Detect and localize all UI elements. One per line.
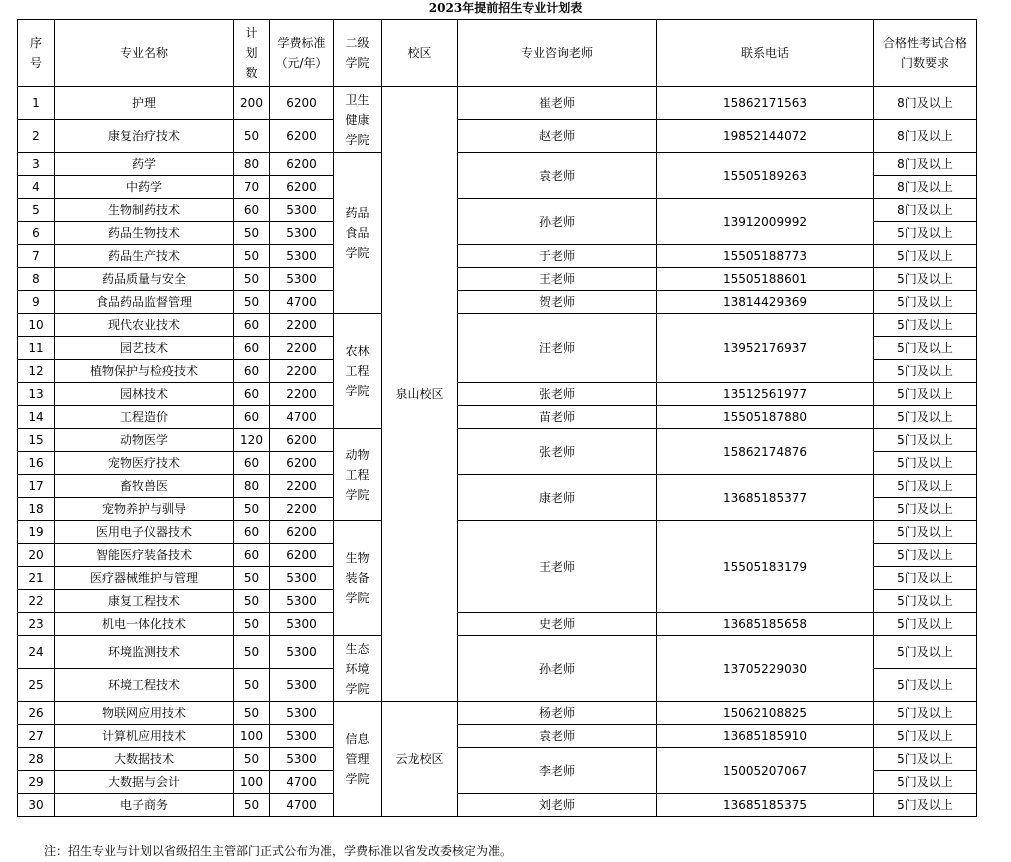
table-row — [18, 794, 977, 817]
row-major: 环境监测技术 — [55, 636, 234, 669]
row-plan: 70 — [234, 176, 270, 199]
row-major: 现代农业技术 — [55, 314, 234, 337]
college-cell: 信息管理学院 — [334, 702, 382, 817]
requirement-cell: 8门及以上 — [874, 153, 977, 176]
row-plan: 60 — [234, 521, 270, 544]
row-plan: 200 — [234, 87, 270, 120]
row-seq: 21 — [18, 567, 55, 590]
requirement-cell: 5门及以上 — [874, 590, 977, 613]
row-plan: 50 — [234, 291, 270, 314]
row-seq: 1 — [18, 87, 55, 120]
requirement-cell: 5门及以上 — [874, 725, 977, 748]
row-plan: 50 — [234, 748, 270, 771]
table-row — [18, 748, 977, 771]
row-major: 工程造价 — [55, 406, 234, 429]
teacher-cell: 史老师 — [458, 613, 657, 636]
row-fee: 6200 — [270, 544, 334, 567]
phone-cell: 15862174876 — [657, 429, 874, 475]
row-fee: 2200 — [270, 314, 334, 337]
phone-cell: 13685185658 — [657, 613, 874, 636]
college-cell: 卫生健康学院 — [334, 87, 382, 153]
row-plan: 50 — [234, 590, 270, 613]
requirement-cell: 5门及以上 — [874, 702, 977, 725]
teacher-cell: 张老师 — [458, 429, 657, 475]
row-seq: 6 — [18, 222, 55, 245]
college-cell: 动物工程学院 — [334, 429, 382, 521]
row-plan: 50 — [234, 222, 270, 245]
row-plan: 50 — [234, 669, 270, 702]
phone-cell: 13685185375 — [657, 794, 874, 817]
row-major: 康复治疗技术 — [55, 120, 234, 153]
row-fee: 5300 — [270, 669, 334, 702]
college-cell: 生态环境学院 — [334, 636, 382, 702]
row-major: 畜牧兽医 — [55, 475, 234, 498]
row-plan: 60 — [234, 452, 270, 475]
teacher-cell: 苗老师 — [458, 406, 657, 429]
phone-cell: 15862171563 — [657, 87, 874, 120]
requirement-cell: 8门及以上 — [874, 199, 977, 222]
row-fee: 5300 — [270, 702, 334, 725]
row-major: 动物医学 — [55, 429, 234, 452]
teacher-cell: 李老师 — [458, 748, 657, 794]
row-seq: 13 — [18, 383, 55, 406]
row-plan: 60 — [234, 314, 270, 337]
row-major: 智能医疗装备技术 — [55, 544, 234, 567]
requirement-cell: 5门及以上 — [874, 794, 977, 817]
row-seq: 23 — [18, 613, 55, 636]
row-major: 园林技术 — [55, 383, 234, 406]
table-row — [18, 429, 977, 452]
row-fee: 2200 — [270, 475, 334, 498]
campus-cell: 泉山校区 — [382, 87, 458, 702]
teacher-cell: 袁老师 — [458, 153, 657, 199]
row-major: 大数据技术 — [55, 748, 234, 771]
row-seq: 24 — [18, 636, 55, 669]
table-row — [18, 725, 977, 748]
row-major: 护理 — [55, 87, 234, 120]
requirement-cell: 5门及以上 — [874, 314, 977, 337]
teacher-cell: 王老师 — [458, 268, 657, 291]
table-row — [18, 475, 977, 498]
row-major: 宠物医疗技术 — [55, 452, 234, 475]
table-row — [18, 153, 977, 176]
phone-cell: 13512561977 — [657, 383, 874, 406]
row-plan: 60 — [234, 337, 270, 360]
table-row — [18, 521, 977, 544]
row-seq: 16 — [18, 452, 55, 475]
phone-cell: 13814429369 — [657, 291, 874, 314]
row-major: 园艺技术 — [55, 337, 234, 360]
requirement-cell: 5门及以上 — [874, 669, 977, 702]
row-fee: 5300 — [270, 199, 334, 222]
teacher-cell: 袁老师 — [458, 725, 657, 748]
row-fee: 5300 — [270, 636, 334, 669]
phone-cell: 15062108825 — [657, 702, 874, 725]
row-plan: 80 — [234, 475, 270, 498]
row-major: 康复工程技术 — [55, 590, 234, 613]
row-fee: 2200 — [270, 498, 334, 521]
row-plan: 50 — [234, 613, 270, 636]
phone-cell: 15505188773 — [657, 245, 874, 268]
header-college: 二级学院 — [334, 20, 382, 87]
requirement-cell: 5门及以上 — [874, 452, 977, 475]
row-fee: 5300 — [270, 268, 334, 291]
row-major: 食品药品监督管理 — [55, 291, 234, 314]
row-plan: 100 — [234, 771, 270, 794]
table-row — [18, 383, 977, 406]
footnote: 注：招生专业与计划以省级招生主管部门正式公布为准，学费标准以省发改委核定为准。 — [44, 844, 513, 858]
teacher-cell: 贺老师 — [458, 291, 657, 314]
requirement-cell: 5门及以上 — [874, 544, 977, 567]
college-cell: 生物装备学院 — [334, 521, 382, 636]
row-seq: 19 — [18, 521, 55, 544]
row-seq: 3 — [18, 153, 55, 176]
row-seq: 28 — [18, 748, 55, 771]
row-major: 机电一体化技术 — [55, 613, 234, 636]
row-fee: 5300 — [270, 222, 334, 245]
table-row — [18, 291, 977, 314]
row-major: 宠物养护与驯导 — [55, 498, 234, 521]
row-fee: 6200 — [270, 521, 334, 544]
row-plan: 50 — [234, 794, 270, 817]
page-title: 2023年提前招生专业计划表 — [428, 1, 583, 15]
requirement-cell: 8门及以上 — [874, 120, 977, 153]
row-seq: 8 — [18, 268, 55, 291]
teacher-cell: 杨老师 — [458, 702, 657, 725]
table-row — [18, 268, 977, 291]
row-seq: 15 — [18, 429, 55, 452]
requirement-cell: 5门及以上 — [874, 771, 977, 794]
row-plan: 120 — [234, 429, 270, 452]
teacher-cell: 孙老师 — [458, 636, 657, 702]
table-row — [18, 245, 977, 268]
row-plan: 50 — [234, 702, 270, 725]
row-plan: 60 — [234, 406, 270, 429]
row-fee: 5300 — [270, 748, 334, 771]
row-major: 药学 — [55, 153, 234, 176]
row-seq: 20 — [18, 544, 55, 567]
header-teacher: 专业咨询老师 — [458, 20, 657, 87]
row-fee: 2200 — [270, 383, 334, 406]
requirement-cell: 5门及以上 — [874, 475, 977, 498]
row-fee: 2200 — [270, 337, 334, 360]
requirement-cell: 8门及以上 — [874, 87, 977, 120]
header-phone: 联系电话 — [657, 20, 874, 87]
requirement-cell: 5门及以上 — [874, 245, 977, 268]
row-fee: 5300 — [270, 590, 334, 613]
row-seq: 7 — [18, 245, 55, 268]
requirement-cell: 8门及以上 — [874, 176, 977, 199]
requirement-cell: 5门及以上 — [874, 291, 977, 314]
row-seq: 10 — [18, 314, 55, 337]
phone-cell: 15505188601 — [657, 268, 874, 291]
table-header — [18, 20, 977, 87]
requirement-cell: 5门及以上 — [874, 222, 977, 245]
row-seq: 26 — [18, 702, 55, 725]
row-seq: 5 — [18, 199, 55, 222]
row-fee: 5300 — [270, 725, 334, 748]
row-major: 药品生物技术 — [55, 222, 234, 245]
campus-cell: 云龙校区 — [382, 702, 458, 817]
row-seq: 9 — [18, 291, 55, 314]
table-row — [18, 87, 977, 120]
row-plan: 60 — [234, 383, 270, 406]
teacher-cell: 王老师 — [458, 521, 657, 613]
requirement-cell: 5门及以上 — [874, 337, 977, 360]
row-major: 环境工程技术 — [55, 669, 234, 702]
requirement-cell: 5门及以上 — [874, 613, 977, 636]
phone-cell: 19852144072 — [657, 120, 874, 153]
requirement-cell: 5门及以上 — [874, 268, 977, 291]
row-fee: 4700 — [270, 794, 334, 817]
header-fee: 学费标准（元/年） — [270, 20, 334, 87]
row-seq: 12 — [18, 360, 55, 383]
row-major: 药品质量与安全 — [55, 268, 234, 291]
row-fee: 4700 — [270, 406, 334, 429]
row-fee: 6200 — [270, 452, 334, 475]
row-plan: 50 — [234, 245, 270, 268]
phone-cell: 15005207067 — [657, 748, 874, 794]
row-fee: 5300 — [270, 613, 334, 636]
table-row — [18, 199, 977, 222]
row-major: 物联网应用技术 — [55, 702, 234, 725]
row-plan: 50 — [234, 268, 270, 291]
row-plan: 100 — [234, 725, 270, 748]
row-plan: 50 — [234, 120, 270, 153]
table-row — [18, 702, 977, 725]
table-row — [18, 406, 977, 429]
phone-cell: 15505183179 — [657, 521, 874, 613]
row-plan: 60 — [234, 199, 270, 222]
header-campus: 校区 — [382, 20, 458, 87]
row-seq: 17 — [18, 475, 55, 498]
phone-cell: 15505187880 — [657, 406, 874, 429]
header-seq: 序号 — [18, 20, 55, 87]
header-plan: 计划数 — [234, 20, 270, 87]
teacher-cell: 于老师 — [458, 245, 657, 268]
requirement-cell: 5门及以上 — [874, 498, 977, 521]
requirement-cell: 5门及以上 — [874, 360, 977, 383]
phone-cell: 13952176937 — [657, 314, 874, 383]
row-major: 医疗器械维护与管理 — [55, 567, 234, 590]
teacher-cell: 崔老师 — [458, 87, 657, 120]
row-plan: 60 — [234, 360, 270, 383]
row-seq: 14 — [18, 406, 55, 429]
row-seq: 29 — [18, 771, 55, 794]
row-seq: 4 — [18, 176, 55, 199]
row-fee: 2200 — [270, 360, 334, 383]
requirement-cell: 5门及以上 — [874, 406, 977, 429]
header-major: 专业名称 — [55, 20, 234, 87]
row-plan: 50 — [234, 636, 270, 669]
row-major: 大数据与会计 — [55, 771, 234, 794]
requirement-cell: 5门及以上 — [874, 748, 977, 771]
row-fee: 6200 — [270, 429, 334, 452]
requirement-cell: 5门及以上 — [874, 383, 977, 406]
table-row — [18, 120, 977, 153]
row-fee: 5300 — [270, 245, 334, 268]
requirement-cell: 5门及以上 — [874, 567, 977, 590]
college-cell: 农林工程学院 — [334, 314, 382, 429]
teacher-cell: 孙老师 — [458, 199, 657, 245]
phone-cell: 13685185377 — [657, 475, 874, 521]
row-fee: 4700 — [270, 771, 334, 794]
row-seq: 22 — [18, 590, 55, 613]
row-plan: 80 — [234, 153, 270, 176]
row-seq: 25 — [18, 669, 55, 702]
phone-cell: 13705229030 — [657, 636, 874, 702]
row-seq: 11 — [18, 337, 55, 360]
requirement-cell: 5门及以上 — [874, 429, 977, 452]
row-fee: 5300 — [270, 567, 334, 590]
row-plan: 50 — [234, 567, 270, 590]
row-plan: 60 — [234, 544, 270, 567]
table-row — [18, 314, 977, 337]
phone-cell: 13912009992 — [657, 199, 874, 245]
row-fee: 4700 — [270, 291, 334, 314]
phone-cell: 15505189263 — [657, 153, 874, 199]
row-seq: 30 — [18, 794, 55, 817]
row-major: 植物保护与检疫技术 — [55, 360, 234, 383]
teacher-cell: 张老师 — [458, 383, 657, 406]
row-fee: 6200 — [270, 120, 334, 153]
row-plan: 50 — [234, 498, 270, 521]
college-cell: 药品食品学院 — [334, 153, 382, 314]
table-row — [18, 613, 977, 636]
header-requirement: 合格性考试合格门数要求 — [874, 20, 977, 87]
row-seq: 18 — [18, 498, 55, 521]
row-major: 医用电子仪器技术 — [55, 521, 234, 544]
teacher-cell: 汪老师 — [458, 314, 657, 383]
teacher-cell: 康老师 — [458, 475, 657, 521]
phone-cell: 13685185910 — [657, 725, 874, 748]
teacher-cell: 刘老师 — [458, 794, 657, 817]
row-major: 电子商务 — [55, 794, 234, 817]
requirement-cell: 5门及以上 — [874, 521, 977, 544]
row-seq: 27 — [18, 725, 55, 748]
teacher-cell: 赵老师 — [458, 120, 657, 153]
enrollment-plan-table — [17, 19, 977, 817]
row-fee: 6200 — [270, 153, 334, 176]
row-major: 生物制药技术 — [55, 199, 234, 222]
row-major: 计算机应用技术 — [55, 725, 234, 748]
table-row — [18, 636, 977, 669]
row-seq: 2 — [18, 120, 55, 153]
row-fee: 6200 — [270, 87, 334, 120]
row-fee: 6200 — [270, 176, 334, 199]
requirement-cell: 5门及以上 — [874, 636, 977, 669]
row-major: 中药学 — [55, 176, 234, 199]
row-major: 药品生产技术 — [55, 245, 234, 268]
